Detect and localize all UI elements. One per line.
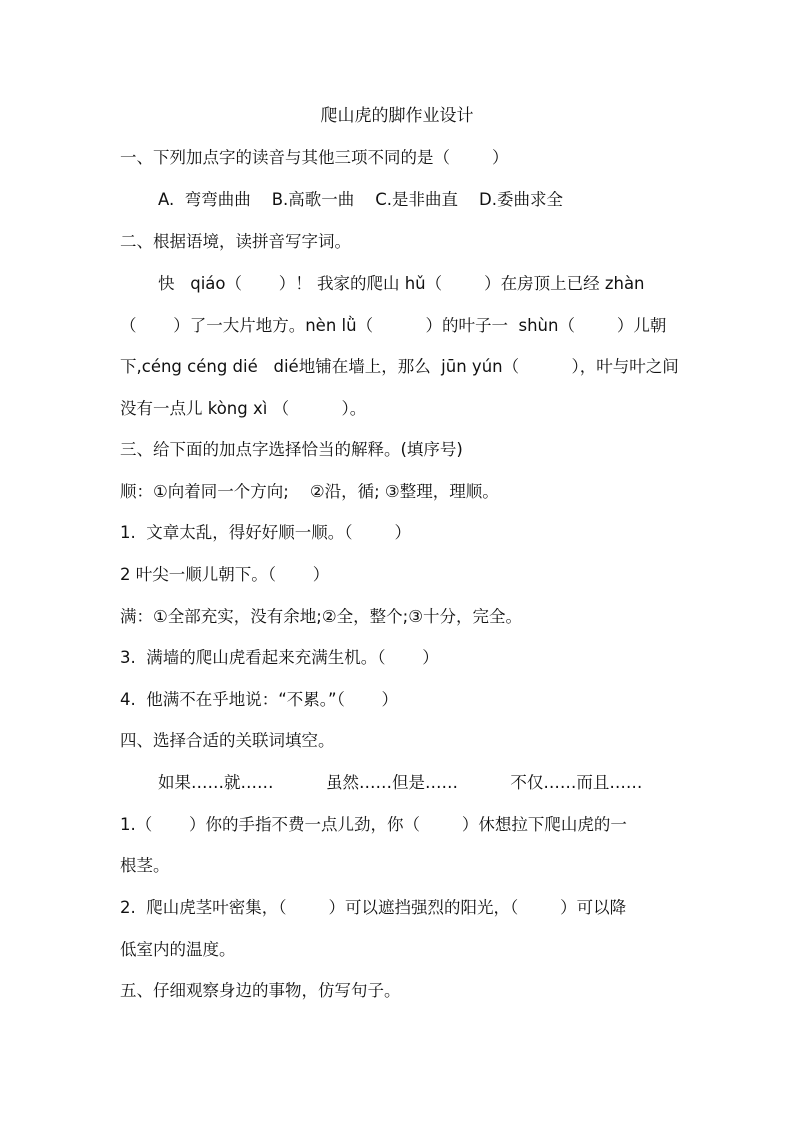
q3-item-3: 3. 满墙的爬山虎看起来充满生机。（ ）: [120, 648, 439, 667]
q4-item-2-line-2: 低室内的温度。: [120, 940, 236, 959]
q2-line-3: 下,céng céng dié dié地铺在墙上，那么 jūn yún（ ），叶与叶之间: [120, 357, 679, 376]
q2-line-4: 没有一点儿 kòng xì （ ）。: [120, 399, 367, 418]
q4-heading: 四、选择合适的关联词填空。: [120, 731, 335, 750]
document-title: 爬山虎的脚作业设计: [320, 106, 474, 126]
q2-line-2: （ ）了一大片地方。nèn lǜ（ ）的叶子一 shùn（ ）儿朝: [120, 316, 667, 335]
q2-heading: 二、根据语境，读拼音写字词。: [120, 232, 351, 251]
q3-heading: 三、给下面的加点字选择恰当的解释。(填序号): [120, 440, 463, 459]
q3-item-2: 2 叶尖一顺儿朝下。（ ）: [120, 565, 330, 584]
q4-choices: 如果……就…… 虽然……但是…… 不仅……而且……: [158, 773, 643, 792]
q3-item-4: 4. 他满不在乎地说：“不累。”（ ）: [120, 690, 399, 709]
q4-item-1-line-2: 根茎。: [120, 856, 170, 875]
q1-options: A. 弯弯曲曲 B.高歌一曲 C.是非曲直 D.委曲求全: [158, 190, 563, 209]
q4-item-2-line-1: 2. 爬山虎茎叶密集，（ ）可以遮挡强烈的阳光，（ ）可以降: [120, 898, 627, 917]
q3-item-1: 1. 文章太乱，得好好顺一顺。（ ）: [120, 523, 411, 542]
q3-shun-definitions: 顺：①向着同一个方向; ②沿，循; ③整理，理顺。: [120, 482, 499, 501]
q5-heading: 五、仔细观察身边的事物，仿写句子。: [120, 981, 401, 1000]
q1-heading: 一、下列加点字的读音与其他三项不同的是（ ）: [120, 148, 509, 167]
q4-item-1-line-1: 1.（ ）你的手指不费一点儿劲，你（ ）休想拉下爬山虎的一: [120, 815, 627, 834]
q3-man-definitions: 满：①全部充实，没有余地;②全，整个;③十分，完全。: [120, 607, 522, 626]
q2-line-1: 快 qiáo（ ）！ 我家的爬山 hǔ（ ）在房顶上已经 zhàn: [158, 274, 645, 293]
